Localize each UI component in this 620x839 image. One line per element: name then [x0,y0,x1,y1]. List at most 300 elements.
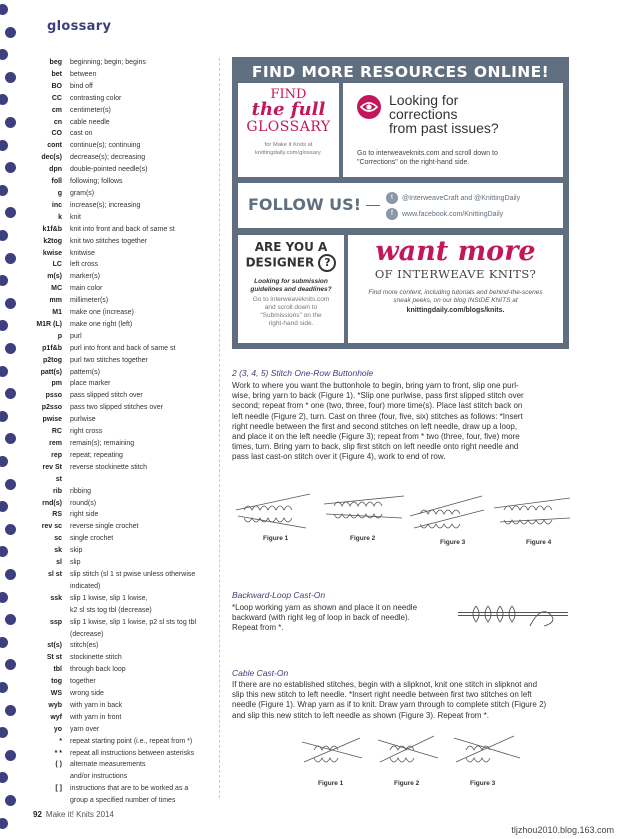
glossary-row [36,105,216,117]
glossary-term: tog [51,678,62,686]
glossary-term: RS [52,511,62,519]
watermark: tljzhou2010.blog.163.com [511,825,614,835]
designer-bold [238,278,344,294]
glossary-definition: stockinette stitch [70,654,122,662]
glossary-definition: remain(s); remaining [70,440,135,447]
glossary-term: m(s) [47,273,62,281]
glossary-definition: instructions that are to be worked as a [70,785,189,793]
glossary-definition: place marker [70,380,111,388]
glossary-row [36,426,216,438]
dot [5,343,16,354]
cable-text [232,680,546,721]
corrections-heading [389,93,499,135]
backward-loop-line: backward (with right leg of loop in back of needle). [232,613,410,623]
glossary-definition: with yarn in back [70,701,123,709]
buttonhole-figure-1-caption: Figure 1 [263,535,289,542]
glossary-definition: pass two slipped stitches over [70,404,163,412]
bird-icon: t [386,192,398,204]
glossary-row [36,212,216,224]
designer-heading [238,241,344,272]
glossary-term: p2tog [42,356,62,364]
want-p2: sneak peeks, on our blog INSIDE KNITS at [393,297,518,304]
twitter-link[interactable] [386,192,520,204]
glossary-definition: marker(s) [70,273,100,281]
glossary-row [36,652,216,664]
glossary-term: cont [47,142,62,150]
glossary-definition: purl two stitches together [70,356,148,364]
glossary-row [36,224,216,236]
glossary-definition: repeat; repeating [70,451,123,459]
glossary-definition: between [70,70,97,78]
facebook-text: www.facebook.com/KnittingDaily [402,210,504,218]
glossary-term: sk [54,547,62,555]
glossary-definition: centimeter(s) [70,106,111,114]
dot [0,366,8,377]
corr-body-2: "Corrections" on the right-hand side. [357,159,470,166]
glossary-term [36,771,70,783]
glossary-row [36,759,216,771]
glossary-definition: slip 1 kwise, slip 1 kwise, p2 sl sts tog tbl [70,618,197,626]
glossary-definition: purlwise [70,416,96,424]
glossary-definition: pass slipped stitch over [70,392,143,400]
glossary-row [36,486,216,498]
glossary-row [36,700,216,712]
glossary-term: MC [51,285,62,293]
dot [5,117,16,128]
glossary-definition: stitch(es) [70,642,99,650]
glossary-row [36,450,216,462]
glossary-term: cm [51,106,62,114]
glossary-definition: skip [70,547,83,555]
cable-figure-2-illustration [378,736,438,762]
glossary-definition: purl [70,332,82,340]
dot [5,433,16,444]
glossary-row [36,676,216,688]
glossary-row [36,331,216,343]
glossary-term: sl [56,559,62,567]
glossary-row [36,664,216,676]
glossary-row [36,605,216,617]
glossary-term: LC [52,261,62,269]
glossary-term: k2tog [43,237,62,245]
f-icon: f [386,208,398,220]
glossary-definition: right side [70,511,99,519]
buttonhole-line: times, turn. Bring yarn to back, slip first stitch on left needle onto right needle and [232,442,519,452]
buttonhole-figure-3-caption: Figure 3 [440,539,466,546]
buttonhole-line: left needle (Figure 2), turn. Cast on three (four, five, six) stitches as follows: *Insert [232,411,523,421]
glossary-term: patt(s) [40,368,62,376]
designer-s1: Go to interweaveknits.com [252,296,330,303]
cable-figure-3-illustration [454,736,520,762]
dot [0,818,8,829]
glossary-row [36,414,216,426]
resources-panel [232,57,569,349]
glossary-row [36,319,216,331]
glossary-row [36,498,216,510]
glossary-term: * * [54,749,62,757]
cable-line: slip this new stitch to left needle. *Insert right needle between first two stitches on left [232,690,532,700]
glossary-row [36,545,216,557]
glossary-term: yo [53,725,62,733]
glossary-row [36,724,216,736]
glossary-term: [ ] [55,785,62,793]
designer-s3: "Submissions" on the [260,312,322,319]
glossary-row [36,307,216,319]
glossary-definition: pattern(s) [70,368,100,376]
facebook-link[interactable] [386,208,503,220]
dot [0,411,8,422]
designer-h2: DESIGNER [245,255,315,270]
dot [0,456,8,467]
glossary-row [36,140,216,152]
follow-box [238,183,563,228]
glossary-definition: left cross [70,261,99,269]
dot [0,772,8,783]
designer-h1: ARE YOU A [254,240,328,254]
glossary-row [36,521,216,533]
buttonhole-figure-4-illustration [494,498,570,524]
glossary-term [36,581,70,593]
glossary-term: p1f&b [42,344,62,352]
find-glossary-box[interactable] [238,83,339,177]
glossary-row [36,617,216,629]
glossary-row [36,259,216,271]
corrections-body [357,149,557,167]
corr-h1: Looking for [389,92,459,108]
buttonhole-line: Work to where you want the buttonhole to begin, bring yarn to front, slip one purl- [232,381,519,390]
dot [5,388,16,399]
glossary-definition: slip [70,559,81,567]
corr-h2: corrections [389,106,458,122]
glossary-term: dec(s) [41,154,62,162]
glossary-definition: knit two stitches together [70,237,148,245]
dot [0,592,8,603]
dot [5,614,16,625]
dot [5,795,16,806]
buttonhole-figure-4-caption: Figure 4 [526,539,552,546]
glossary-term: dpn [49,166,62,174]
buttonhole-figure-1-illustration [236,494,310,528]
glossary-row [36,783,216,795]
dot [5,750,16,761]
page-title: glossary [47,19,112,34]
buttonhole-title: 2 (3, 4, 5) Stitch One-Row Buttonhole [232,368,374,378]
glossary-definition: yarn over [70,725,100,733]
glossary-definition: slip 1 kwise, slip 1 kwise, [70,594,148,602]
designer-text [238,296,344,328]
designer-s4: right-hand side. [268,320,314,327]
glossary-list [36,57,216,807]
magazine-name: Make it! Knits 2014 [45,810,114,819]
page-number: 92 [33,810,42,819]
glossary-definition: gram(s) [70,189,95,197]
dot [0,501,8,512]
cable-figure-1-illustration [302,738,362,762]
glossary-row [36,593,216,605]
glossary-row [36,343,216,355]
designer-b2: guidelines and deadlines? [250,286,332,293]
glossary-term: rem [49,440,62,447]
glossary-definition: knitwise [70,249,95,257]
find-line-2: the full [251,99,326,120]
buttonhole-text [232,381,524,463]
glossary-term: k [58,213,62,221]
dot [5,569,16,580]
glossary-row [36,771,216,783]
glossary-definition: make one (increase) [70,309,134,317]
glossary-term: BO [51,82,62,90]
dot [0,49,8,60]
glossary-row [36,57,216,69]
glossary-definition: indicated) [70,582,101,590]
buttonhole-line: and place it on the left needle (Figure 3); repeat from * two (three, four, five) more [232,432,520,442]
buttonhole-line: right needle between the first and second stitches on left needle, draw up a loop, [232,421,518,431]
glossary-term: ssk [50,594,62,602]
glossary-row [36,402,216,414]
dot-border [0,0,16,839]
glossary-term: g [57,189,62,197]
want-more-text [348,289,563,305]
glossary-definition: ribbing [70,487,92,495]
glossary-term [36,795,70,807]
glossary-row [36,248,216,260]
buttonhole-figure-2-illustration [324,496,404,518]
glossary-row [36,390,216,402]
glossary-definition: reverse stockinette stitch [70,463,148,471]
glossary-term: St st [46,654,62,662]
designer-b1: Looking for submission [254,278,328,285]
dot [5,659,16,670]
corr-body-1: Go to interweaveknits.com and scroll down to [357,150,498,157]
glossary-term: pm [51,380,62,388]
glossary-term: p2sso [41,404,62,412]
glossary-definition: millimeter(s) [70,297,109,305]
glossary-term: beg [49,59,62,66]
find-sub-1: for Make it Knits at [264,142,313,148]
follow-heading: FOLLOW US! [248,195,361,214]
glossary-definition: following; follows [70,178,123,186]
find-line-3: GLOSSARY [246,119,331,135]
glossary-row [36,117,216,129]
dot [0,320,8,331]
glossary-term: CC [51,94,62,102]
glossary-term: mm [49,297,62,305]
find-subtext [238,141,339,157]
glossary-term: rev St st [42,463,62,483]
glossary-definition: bind off [70,82,93,90]
glossary-definition: slip stitch (sl 1 st pwise unless otherwise [70,570,196,578]
want-more-heading: want more [375,236,536,267]
find-line-1: FIND [270,87,307,102]
glossary-definition: make one right (left) [70,320,133,328]
glossary-definition: contrasting color [70,94,122,102]
glossary-row [36,128,216,140]
glossary-term: pwise [42,416,62,424]
glossary-row [36,557,216,569]
page-footer [33,810,114,819]
glossary-row [36,271,216,283]
dot [0,185,8,196]
glossary-row [36,509,216,521]
buttonhole-figure-3-illustration [410,496,484,528]
buttonhole-line: second; repeat from * one (two, three, four) more time(s). Place last stitch back on [232,401,523,411]
glossary-row [36,69,216,81]
glossary-row [36,438,216,450]
cable-line: If there are no established stitches, begin with a slipknot, knit one stitch in slipknot and [232,680,538,689]
glossary-definition: increase(s); increasing [70,201,141,209]
resources-title: FIND MORE RESOURCES ONLINE! [251,63,550,81]
glossary-row [36,355,216,367]
glossary-term: sl st [47,570,62,578]
buttonhole-line: pass last cast-on stitch over it (Figure 4), work to end of row. [232,452,446,462]
glossary-row [36,795,216,807]
backward-loop-line: Repeat from *. [232,623,284,633]
glossary-row [36,688,216,700]
glossary-definition: beginning; begin; begins [70,59,146,66]
glossary-definition: main color [70,285,103,293]
cable-figure-3-caption: Figure 3 [470,780,496,787]
glossary-row [36,533,216,545]
glossary-row [36,736,216,748]
glossary-row [36,581,216,593]
glossary-term: cn [53,118,62,126]
dot [0,275,8,286]
glossary-definition: cable needle [70,118,110,126]
glossary-row [36,367,216,379]
glossary-term: WS [50,690,62,698]
dot [5,72,16,83]
glossary-definition: group a specified number of times [70,797,176,805]
want-more-sub: OF INTERWEAVE KNITS? [374,267,537,281]
glossary-row [36,283,216,295]
glossary-term: sc [54,535,62,543]
glossary-row [36,200,216,212]
glossary-definition: reverse single crochet [70,523,139,531]
glossary-term: rib [53,487,62,495]
glossary-row [36,640,216,652]
glossary-term: * [59,737,62,745]
glossary-term: RC [51,428,62,436]
glossary-definition: together [70,678,96,686]
glossary-term: rnd(s) [42,499,62,507]
glossary-term: foll [51,178,62,186]
want-p1: Find more content, including tutorials and behind-the-scenes [368,289,543,296]
question-icon: ? [318,254,336,272]
eye-icon [357,95,381,119]
backward-loop-figure [456,596,572,634]
cable-figure-2-caption: Figure 2 [394,780,420,787]
glossary-row [36,176,216,188]
glossary-definition: alternate measurements [70,761,146,769]
dot [5,253,16,264]
glossary-definition: right cross [70,428,103,436]
glossary-definition: with yarn in front [70,713,122,721]
dot [5,162,16,173]
glossary-term: bet [51,70,62,78]
glossary-row [36,188,216,200]
glossary-definition: knit into front and back of same st [70,225,175,233]
glossary-row [36,462,216,486]
corr-h3: from past issues? [389,120,499,136]
glossary-definition: through back loop [70,666,126,674]
glossary-definition: repeat starting point (i.e., repeat from *) [70,737,193,745]
glossary-row [36,712,216,724]
dot [0,546,8,557]
glossary-definition: and/or instructions [70,773,128,781]
glossary-definition: (decrease) [70,630,104,638]
glossary-term: rev sc [41,523,62,531]
glossary-row [36,295,216,307]
dot [0,727,8,738]
glossary-term: kwise [42,249,62,257]
cable-line: and slip this new stitch to left needle as shown (Figure 3). Repeat from *. [232,710,490,720]
glossary-row [36,93,216,105]
glossary-definition: repeat all instructions between asterisks [70,749,195,757]
glossary-row [36,378,216,390]
glossary-row [36,236,216,248]
dot [5,479,16,490]
glossary-term: ( ) [55,761,62,769]
glossary-row [36,164,216,176]
glossary-term: rep [51,451,62,459]
glossary-definition: wrong side [70,690,104,698]
cable-figure-1-caption: Figure 1 [318,780,344,787]
glossary-definition: cast on [70,130,93,138]
dot [5,298,16,309]
backward-loop-line: *Loop working yarn as shown and place it on needle [232,603,418,612]
glossary-definition: knit [70,213,81,221]
dot [5,207,16,218]
cable-title: Cable Cast-On [232,668,289,678]
designer-box [238,235,344,343]
dot [5,705,16,716]
glossary-term [36,629,70,641]
cable-line: needle (Figure 1). Wrap yarn as if to knit. Draw yarn through to complete stitch (Figure 2) [232,700,547,710]
glossary-row [36,569,216,581]
find-sub-link[interactable]: knittingdaily.com/glossary. [255,150,322,156]
dot [5,524,16,535]
dot [0,4,8,15]
designer-s2: and scroll down to [264,304,318,311]
glossary-term: tbl [53,666,62,674]
glossary-row [36,81,216,93]
glossary-row [36,748,216,760]
glossary-row [36,629,216,641]
glossary-term: st(s) [47,642,62,650]
dot [0,637,8,648]
dot [0,94,8,105]
glossary-term: inc [51,201,62,209]
glossary-term: M1 [52,309,62,317]
want-more-box [348,235,563,343]
glossary-term: CO [51,130,62,138]
backward-loop-text [232,603,417,634]
blog-link[interactable]: knittingdaily.com/blogs/knits. [406,307,505,314]
dot [0,140,8,151]
glossary-row [36,152,216,164]
dot [0,230,8,241]
buttonhole-line: wise, bring yarn to back (Figure 1). *Slip one purlwise, pass first slipped stitch over [232,391,524,401]
column-divider [219,58,220,798]
glossary-definition: double-pointed needle(s) [70,166,148,174]
glossary-definition: decrease(s); decreasing [70,154,146,162]
cable-figures [300,728,530,776]
glossary-term: M1R (L) [36,320,62,328]
dot [0,682,8,693]
glossary-term: p [57,332,62,340]
follow-rule [366,205,380,206]
glossary-definition: continue(s); continuing [70,142,141,150]
